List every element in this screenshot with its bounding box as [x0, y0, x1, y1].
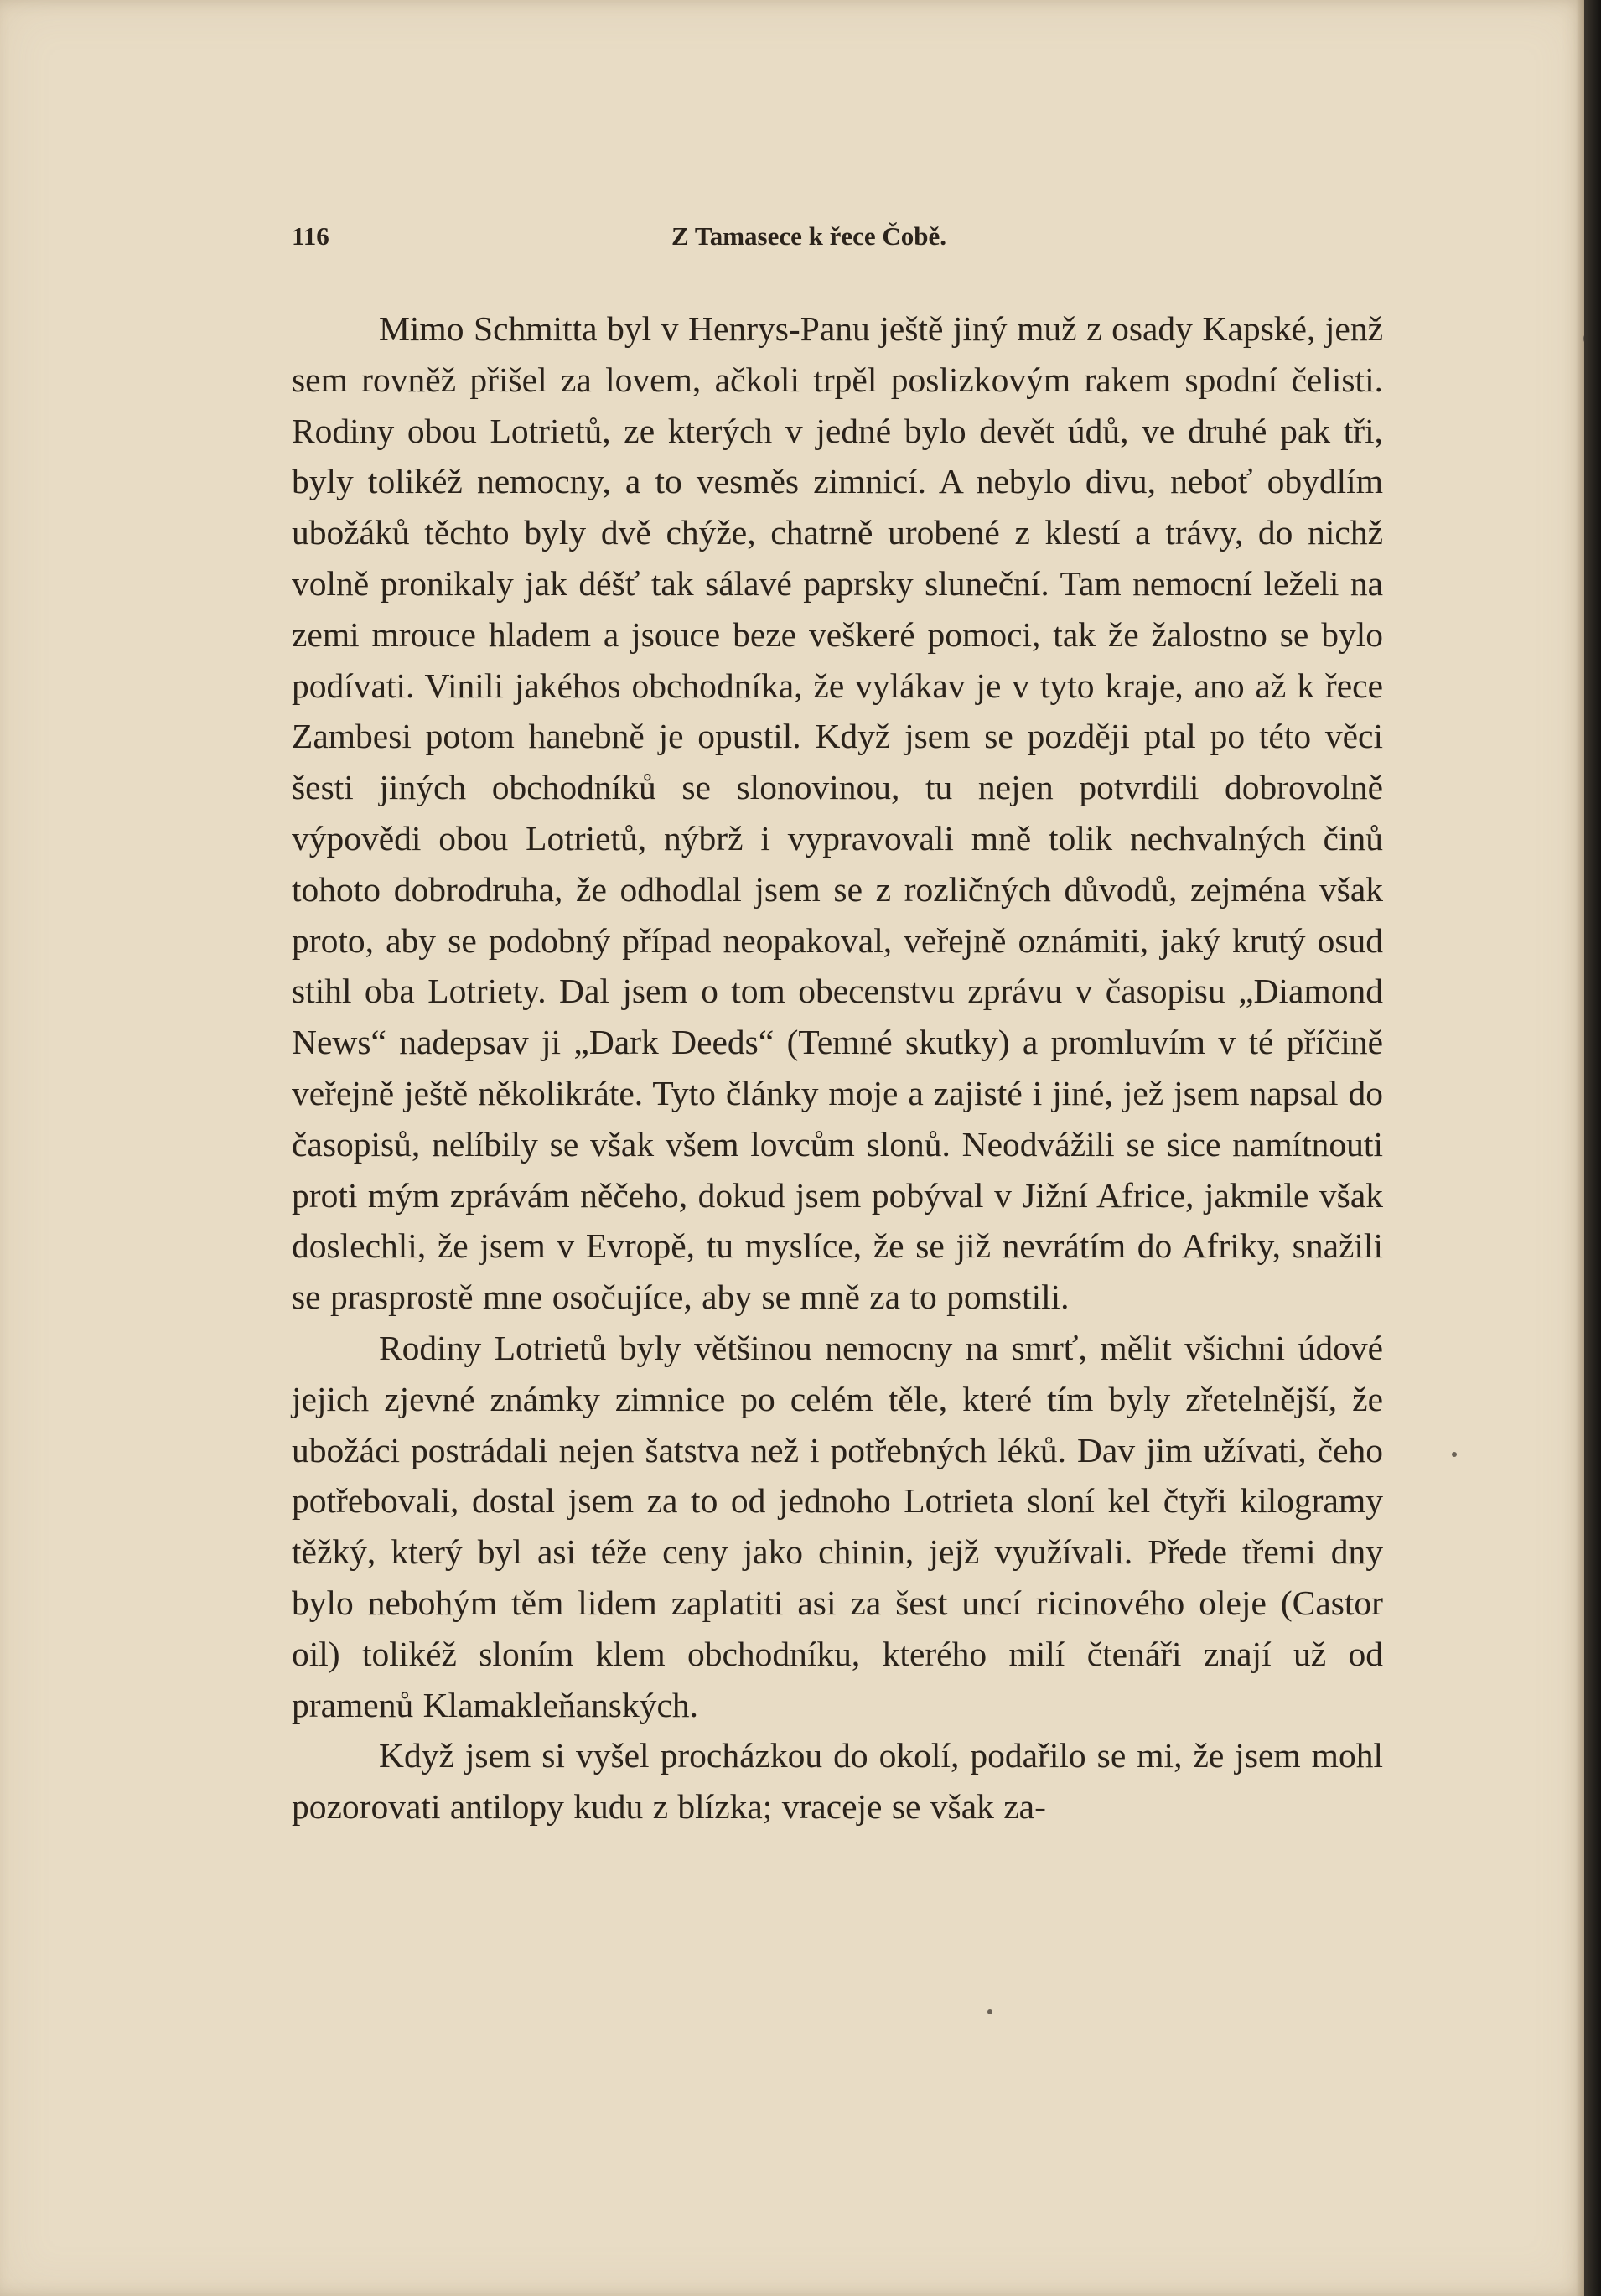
page-fold-shadow: [1576, 0, 1584, 2296]
print-speck: [987, 2009, 992, 2014]
running-title: Z Tamasece k řece Čobě.: [671, 221, 947, 251]
print-speck: [1452, 1452, 1457, 1457]
paragraph-2: Rodiny Lotrietů byly většinou nemocny na smrť, mělit všichni údové jejich zjevné známky zimnice po celém těle, které tím byly zřetelnější, že ubožáci postrádali nejen šatstva než i potřebných léků. Dav jim užívati, čeho potřebovali, dostal jsem za to od jednoho Lotrieta sloní kel čtyři kilogramy těžký, který byl asi téže ceny jako chinin, jejž využívali. Přede třemi dny bylo nebohým těm lidem zaplatiti asi za šest uncí ricinového oleje (Castor oil) tolikéž sloním klem obchodníku, kterého milí čtenáři znají už od pramenů Klamakleňanských.: [292, 1328, 1383, 1724]
body-text: [292, 303, 1383, 1832]
page-number: 116: [292, 221, 329, 251]
paragraph-1: Mimo Schmitta byl v Henrys-Panu ještě jiný muž z osady Kapské, jenž sem rovněž přišel za lovem, ačkoli trpěl poslizkovým rakem spodní čelisti. Rodiny obou Lotrietů, ze kterých v jedné bylo devět údů, ve druhé pak tři, byly tolikéž nemocny, a to vesměs zimnicí. A nebylo divu, neboť obydlím ubožáků těchto byly dvě chýže, chatrně urobené z klestí a trávy, do nichž volně pronikaly jak déšť tak sálavé paprsky sluneční. Tam nemocní leželi na zemi mrouce hladem a jsouce beze veškeré pomoci, tak že žalostno se bylo podívati. Vinili jakéhos obchodníka, že vylákav je v tyto kraje, ano až k řece Zambesi potom hanebně je opustil. Když jsem se později ptal po této věci šesti jiných obchodníků se slonovinou, tu nejen potvrdili dobrovolně výpovědi obou Lotrietů, nýbrž i vypravovali mně tolik nechvalných činů tohoto dobrodruha, že odhodlal jsem se z rozličných důvodů, zejména však proto, aby se podobný případ neopakoval, veřejně oznámiti, jaký krutý osud stihl oba Lotriety. Dal jsem o tom obecenstvu zprávu v časopisu „Diamond News“ nadepsav ji „Dark Deeds“ (Temné skutky) a promluvím v té příčině veřejně ještě několikráte. Tyto články moje a zajisté i jiné, jež jsem napsal do časopisů, nelíbily se však všem lovcům slonů. Neodvážili se sice namítnouti proti mým zprávám něčeho, dokud jsem pobýval v Jižní Africe, jakmile však doslechli, že jsem v Evropě, tu myslíce, že se již nevrátím do Afriky, snažili se prasprostě mne osočujíce, aby se mně za to pomstili.: [292, 309, 1383, 1317]
paragraph-3: Když jsem si vyšel procházkou do okolí, podařilo se mi, že jsem mohl pozorovati antilopy kudu z blízka; vraceje se však za-: [292, 1736, 1383, 1827]
scan-edge: [1584, 0, 1601, 2296]
page-header: [292, 221, 1381, 262]
